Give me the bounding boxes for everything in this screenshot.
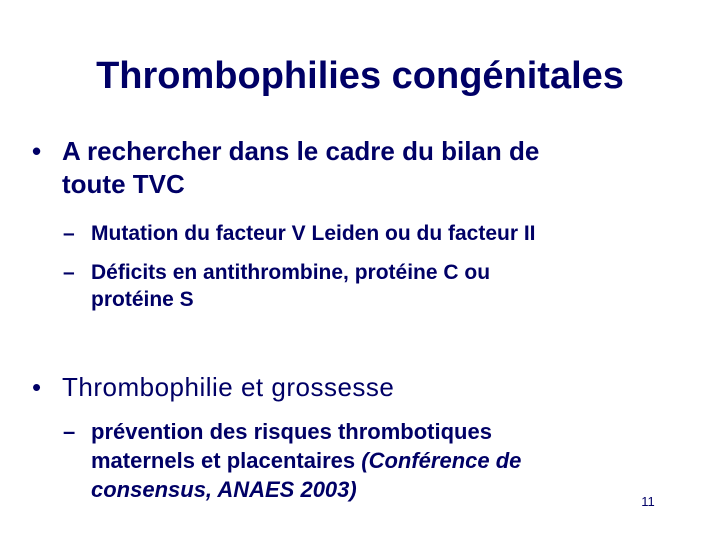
sub-bullet-marker: – xyxy=(63,261,75,284)
bullet-marker: • xyxy=(32,136,42,166)
sub-bullet-line xyxy=(91,446,521,475)
sub-bullet-item xyxy=(63,259,703,319)
sub-bullet-line: protéine S xyxy=(91,288,194,311)
bullet-text xyxy=(62,135,539,201)
sub-bullet-marker: – xyxy=(63,222,75,245)
citation-text: (Conférence de xyxy=(361,448,522,473)
sub-bullet-plain-text: maternels et placentaires xyxy=(91,448,362,473)
sub-bullet-line: Mutation du facteur V Leiden ou du facteur II xyxy=(91,222,536,245)
sub-bullet-text xyxy=(91,220,536,247)
bullet-text xyxy=(62,371,394,404)
citation-text: consensus, ANAES 2003) xyxy=(91,477,357,502)
sub-bullet-line xyxy=(91,475,521,504)
bullet-item xyxy=(32,371,692,407)
bullet-marker: • xyxy=(32,372,42,402)
sub-bullet-marker: – xyxy=(63,419,76,444)
sub-bullet-line: Déficits en antithrombine, protéine C ou xyxy=(91,261,491,284)
bullet-line: Thrombophilie et grossesse xyxy=(62,372,395,402)
sub-bullet-item xyxy=(63,220,703,250)
sub-bullet-line: prévention des risques thrombotiques xyxy=(91,419,492,444)
bullet-line: A rechercher dans le cadre du bilan de xyxy=(62,136,540,166)
bullet-item xyxy=(32,135,692,205)
page-number: 11 xyxy=(641,494,655,509)
slide-title: Thrombophilies congénitales xyxy=(96,55,624,97)
bullet-line: toute TVC xyxy=(62,169,185,199)
sub-bullet-item xyxy=(63,417,703,507)
sub-bullet-text xyxy=(91,259,490,313)
sub-bullet-text xyxy=(91,417,521,504)
